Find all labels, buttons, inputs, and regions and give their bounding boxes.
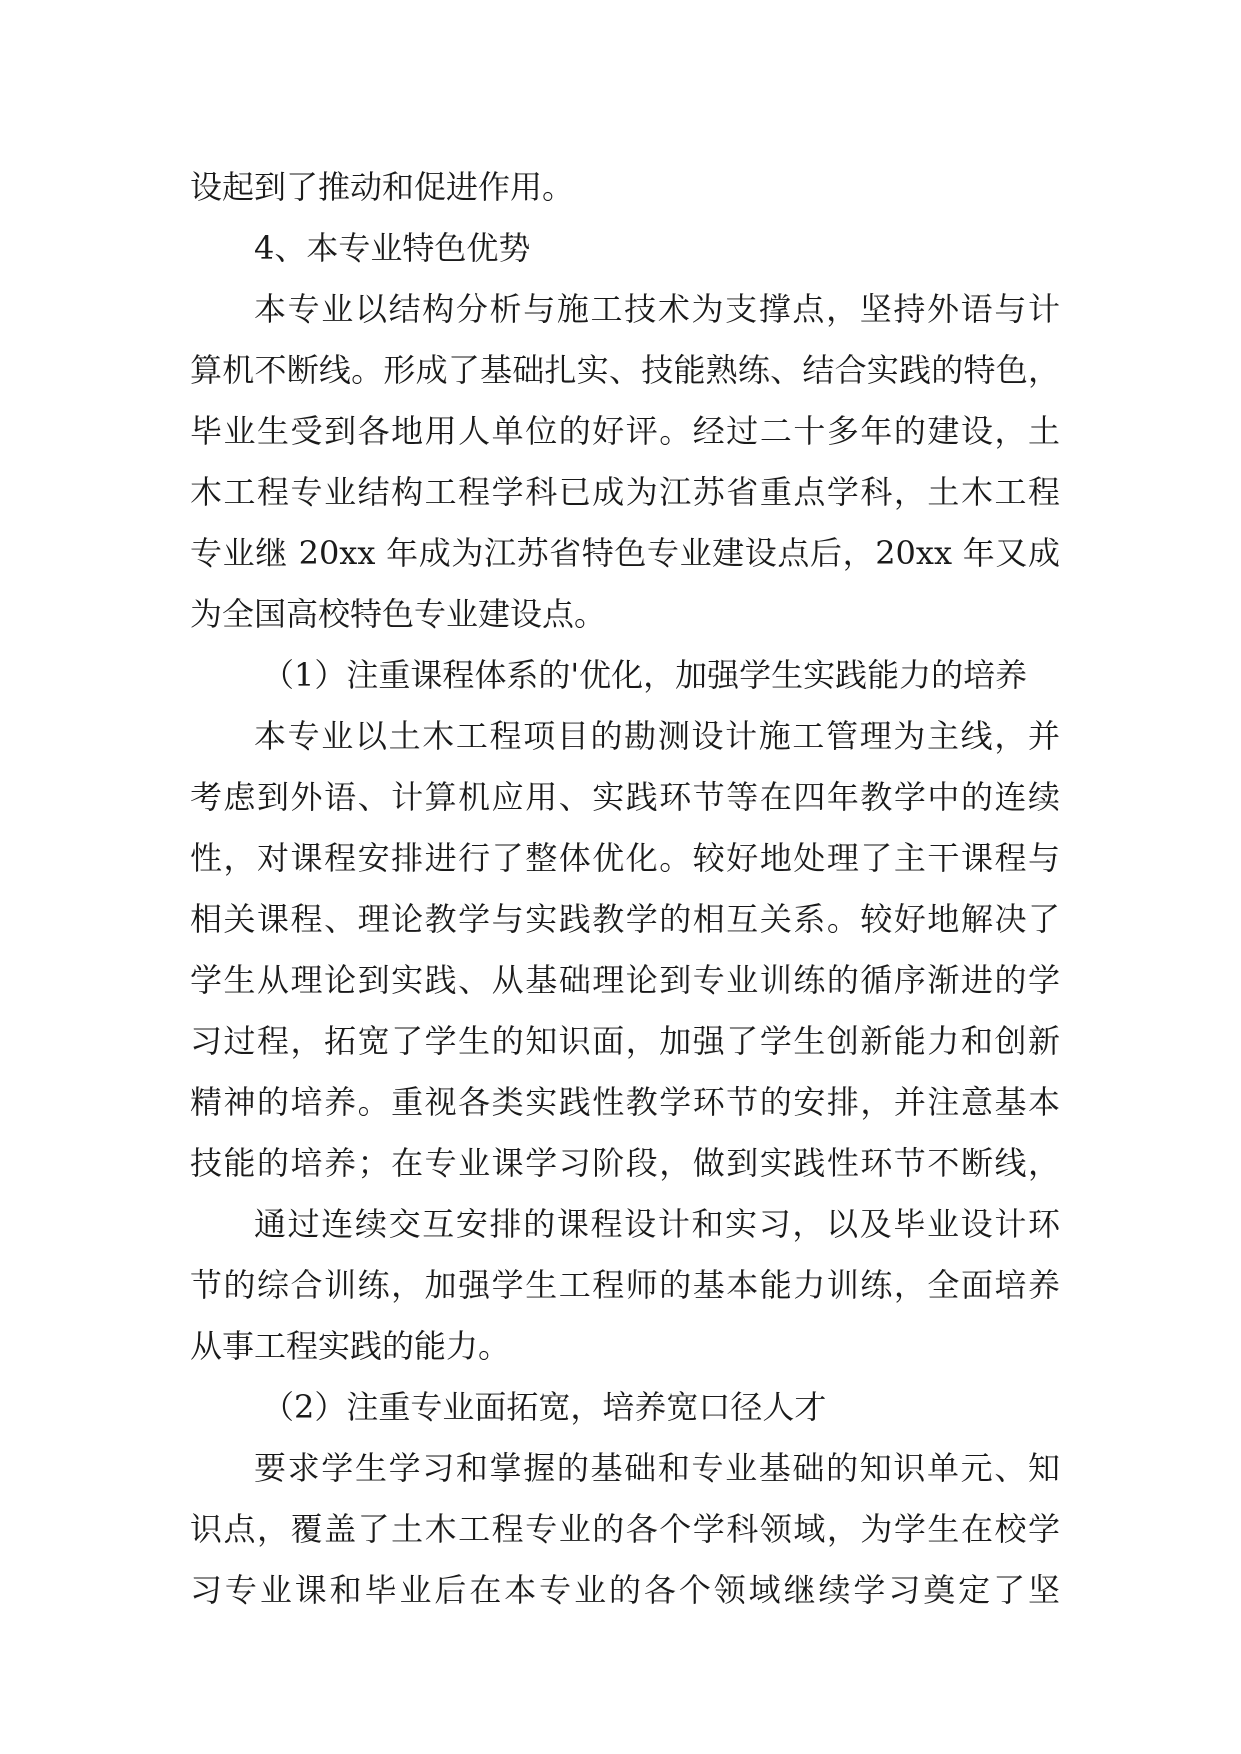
paragraph-line: 木工程专业结构工程学科已成为江苏省重点学科，土木工程 bbox=[190, 473, 1060, 511]
paragraph-line: 要求学生学习和掌握的基础和专业基础的知识单元、知 bbox=[254, 1449, 1060, 1487]
paragraph-line: 识点，覆盖了土木工程专业的各个学科领域，为学生在校学 bbox=[190, 1510, 1060, 1548]
paragraph-line: 考虑到外语、计算机应用、实践环节等在四年教学中的连续 bbox=[190, 778, 1060, 816]
paragraph-line: 本专业以土木工程项目的勘测设计施工管理为主线，并 bbox=[254, 717, 1060, 755]
document-body bbox=[190, 157, 1060, 1621]
paragraph-line: 毕业生受到各地用人单位的好评。经过二十多年的建设，土 bbox=[190, 412, 1060, 450]
paragraph-line: 习过程，拓宽了学生的知识面，加强了学生创新能力和创新 bbox=[190, 1022, 1060, 1060]
paragraph-line: 技能的培养；在专业课学习阶段，做到实践性环节不断线， bbox=[190, 1144, 1060, 1182]
paragraph-line: 学生从理论到实践、从基础理论到专业训练的循序渐进的学 bbox=[190, 961, 1060, 999]
paragraph-line: 算机不断线。形成了基础扎实、技能熟练、结合实践的特色， bbox=[190, 351, 1060, 389]
subsection-heading: （1）注重课程体系的'优化，加强学生实践能力的培养 bbox=[262, 656, 1028, 694]
paragraph-line: 相关课程、理论教学与实践教学的相互关系。较好地解决了 bbox=[190, 900, 1060, 938]
subsection-heading: （2）注重专业面拓宽，培养宽口径人才 bbox=[262, 1388, 827, 1426]
paragraph-line: 为全国高校特色专业建设点。 bbox=[190, 595, 607, 633]
paragraph-line: 从事工程实践的能力。 bbox=[190, 1327, 511, 1365]
paragraph-line: 专业继 20xx 年成为江苏省特色专业建设点后，20xx 年又成 bbox=[190, 534, 1060, 572]
paragraph-line: 习专业课和毕业后在本专业的各个领域继续学习奠定了坚 bbox=[190, 1571, 1060, 1609]
paragraph-line: 本专业以结构分析与施工技术为支撑点，坚持外语与计 bbox=[254, 290, 1060, 328]
paragraph-line: 精神的培养。重视各类实践性教学环节的安排，并注意基本 bbox=[190, 1083, 1060, 1121]
paragraph-line: 通过连续交互安排的课程设计和实习，以及毕业设计环 bbox=[254, 1205, 1060, 1243]
paragraph-line: 节的综合训练，加强学生工程师的基本能力训练，全面培养 bbox=[190, 1266, 1060, 1304]
paragraph-line: 性，对课程安排进行了整体优化。较好地处理了主干课程与 bbox=[190, 839, 1060, 877]
paragraph-line: 设起到了推动和促进作用。 bbox=[190, 168, 575, 206]
section-heading: 4、本专业特色优势 bbox=[254, 229, 531, 267]
